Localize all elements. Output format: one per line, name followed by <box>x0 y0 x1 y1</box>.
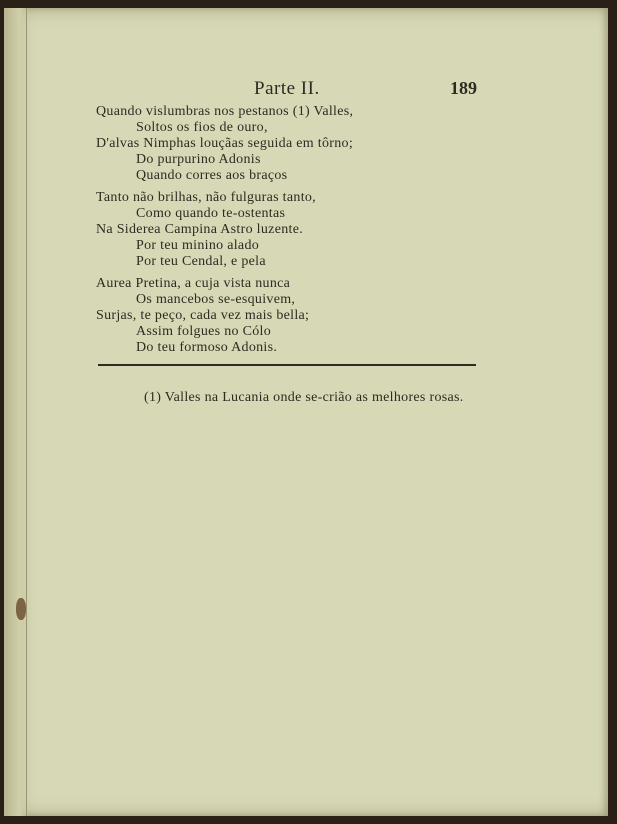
verse-line: Do teu formoso Adonis. <box>136 340 278 355</box>
verse-line: Assim folgues no Cólo <box>136 324 272 339</box>
verse-line: D'alvas Nimphas louçãas seguida em tôrno; <box>96 136 354 151</box>
verse-line: Tanto não brilhas, não fulguras tanto, <box>96 190 316 205</box>
verse-line: Soltos os fios de ouro, <box>136 120 268 135</box>
verse-line: Por teu Cendal, e pela <box>136 254 266 269</box>
verse-line: Como quando te-ostentas <box>136 206 286 221</box>
page-number: 189 <box>450 78 477 98</box>
binding-stain <box>16 598 26 620</box>
verse-line: Por teu minino alado <box>136 238 260 253</box>
verse-line: Na Siderea Campina Astro luzente. <box>96 222 304 237</box>
verse-line: Quando vislumbras nos pestanos (1) Valles, <box>96 104 354 119</box>
gutter-edge <box>26 8 27 816</box>
verse-line: Do purpurino Adonis <box>136 152 261 167</box>
footnote-rule <box>98 364 476 366</box>
verse-line: Quando corres aos braços <box>136 168 288 183</box>
verse-line: Os mancebos se-esquivem, <box>136 292 296 307</box>
footnote: (1) Valles na Lucania onde se-crião as melhores rosas. <box>144 390 464 405</box>
running-header: Parte II. <box>254 78 320 99</box>
verse-line: Aurea Pretina, a cuja vista nunca <box>96 276 291 291</box>
book-page <box>4 8 608 816</box>
verse-line: Surjas, te peço, cada vez mais bella; <box>96 308 310 323</box>
